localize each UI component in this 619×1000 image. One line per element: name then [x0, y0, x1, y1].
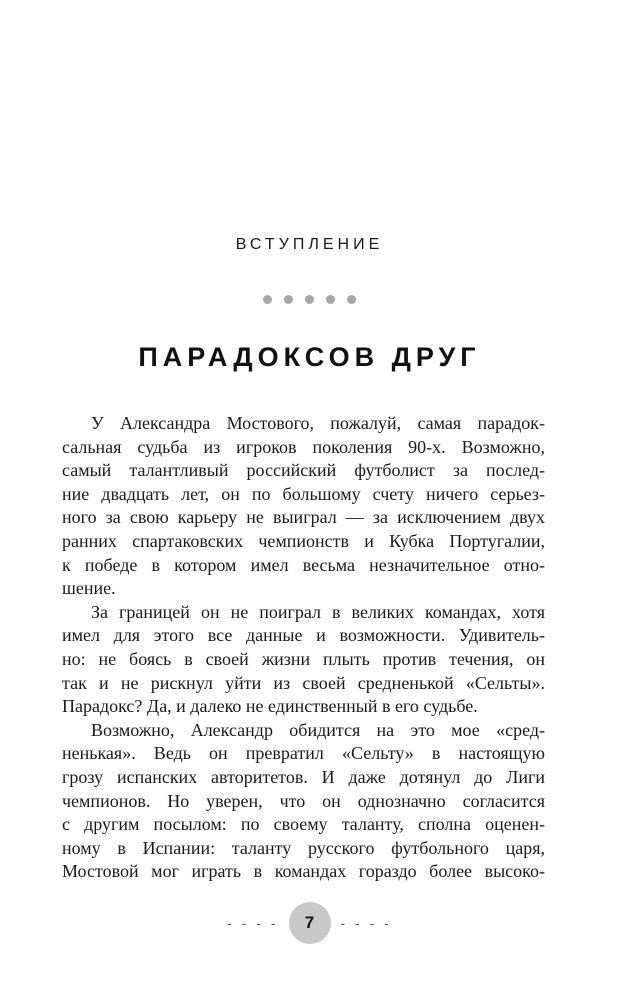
text-line: Мостовой мог играть в командах гораздо более высоко-: [62, 861, 545, 882]
ornament-dot: [347, 295, 356, 304]
text-line: самый талантливый российский футболист за послед-: [62, 460, 545, 481]
text-line: ние двадцать лет, он по большому счету ничего серьез-: [62, 483, 545, 504]
paragraph: [62, 601, 545, 719]
text-line: ному в Испании: таланту русского футбольного царя,: [62, 837, 545, 858]
footer-dashes-left: - - - -: [227, 915, 279, 931]
chapter-title: ПАРАДОКСОВ ДРУГ: [138, 342, 481, 372]
ornament-dot: [284, 295, 293, 304]
text-line: ранних спартаковских чемпионств и Кубка Португалии,: [62, 530, 545, 551]
footer-dashes-right: - - - -: [340, 915, 392, 931]
page-footer: [0, 902, 619, 944]
text-line: но: не боясь в своей жизни плыть против течения, он: [62, 648, 545, 669]
text-line: Возможно, Александр обидится на это мое «сред-: [91, 719, 545, 740]
paragraph: [62, 719, 545, 884]
ornament-dot: [263, 295, 272, 304]
ornament-dot: [305, 295, 314, 304]
text-line: шение.: [62, 578, 116, 599]
text-line: ного за свою карьеру не выиграл — за исключением двух: [62, 507, 545, 528]
body-text: [62, 412, 545, 884]
paragraph: [62, 412, 545, 601]
text-line: с другим посылом: по своему таланту, сполна оценен-: [62, 814, 545, 835]
text-line: ненькая». Ведь он превратил «Сельту» в настоящую: [62, 743, 545, 764]
page-number: 7: [289, 902, 331, 944]
ornament-dot: [326, 295, 335, 304]
text-line: грозу испанских авторитетов. И даже дотянул до Лиги: [62, 766, 545, 787]
text-line: Парадокс? Да, и далеко не единственный в его судьбе.: [62, 696, 478, 717]
text-line: За границей он не поиграл в великих командах, хотя: [91, 601, 545, 622]
text-line: чемпионов. Но уверен, что он однозначно согласится: [62, 790, 545, 811]
section-label: ВСТУПЛЕНИЕ: [235, 236, 384, 253]
text-line: имел для этого все данные и возможности. Удивитель-: [62, 625, 545, 646]
text-line: так и не рискнул уйти из своей средненькой «Сельты».: [62, 672, 545, 693]
text-line: к победе в котором имел весьма незначительное отно-: [62, 554, 545, 575]
text-line: сальная судьба из игроков поколения 90-х. Возможно,: [62, 436, 545, 457]
ornament-dots: [0, 295, 619, 304]
text-line: У Александра Мостового, пожалуй, самая парадок-: [91, 413, 545, 433]
